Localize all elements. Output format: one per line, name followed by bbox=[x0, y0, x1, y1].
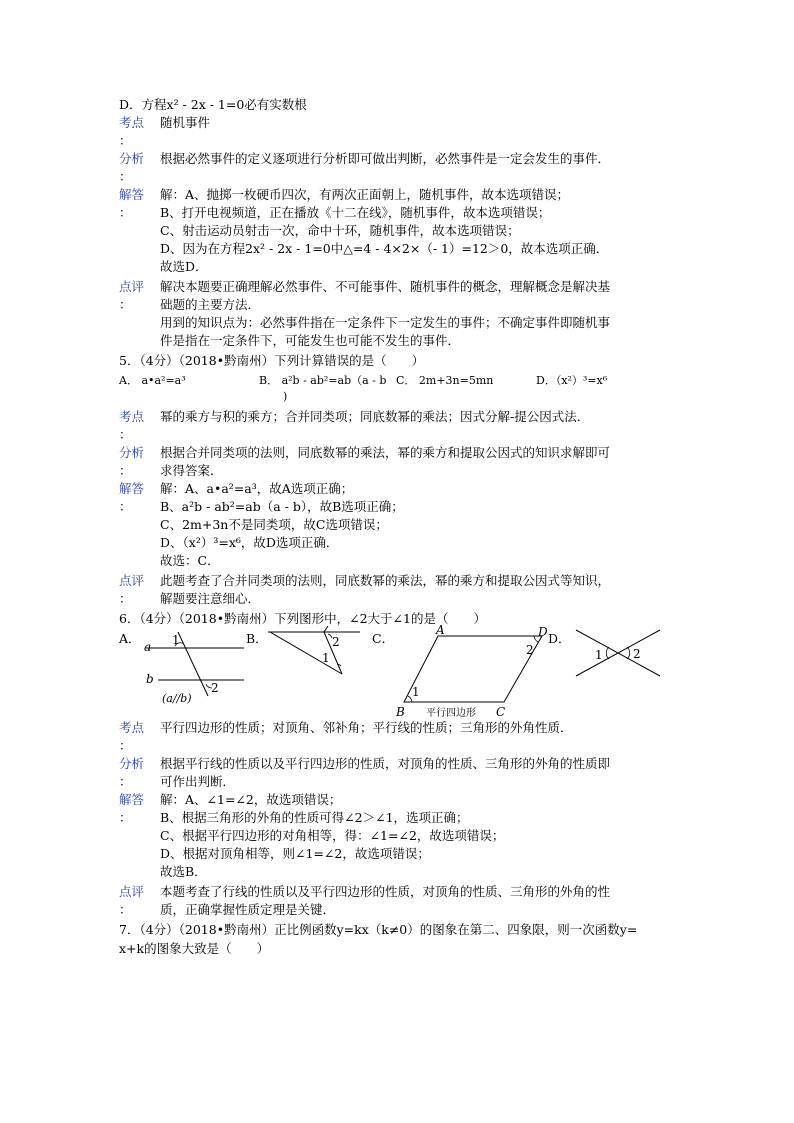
q5-jieda-line: D、（x²）³=x⁶，故D选项正确． bbox=[160, 535, 339, 550]
q6-option-b: B． bbox=[246, 631, 268, 646]
q6-option-d: D． bbox=[548, 631, 571, 646]
q5-fenxi-label: 分析 bbox=[119, 445, 145, 460]
q6-fenxi-line: 根据平行线的性质以及平行四边形的性质，对顶角的性质、三角形的外角的性质即 bbox=[160, 756, 611, 771]
q6-fenxi-colon: ： bbox=[119, 774, 132, 789]
q4-jieda-line: C、射击运动员射击一次，命中十环，随机事件，故本选项错误； bbox=[160, 223, 520, 238]
fig-a-label-b: b bbox=[146, 672, 154, 686]
fig-c-caption: 平行四边形 bbox=[426, 708, 476, 719]
q7-stem-line-2: x+k的图象大致是（ ） bbox=[119, 941, 270, 956]
q4-dianping-line: 解决本题要正确理解必然事件、不可能事件、随机事件的概念，理解概念是解决基 bbox=[160, 279, 611, 294]
q5-fenxi-line: 求得答案． bbox=[160, 463, 223, 478]
fig-a-angle-2: 2 bbox=[211, 681, 219, 695]
q4-fenxi-text: 根据必然事件的定义逐项进行分析即可做出判断，必然事件是一定会发生的事件． bbox=[160, 151, 611, 166]
q6-jieda-colon: ： bbox=[119, 810, 132, 825]
q5-option-d: D．（x²）³=x⁶ bbox=[536, 374, 608, 387]
q6-jieda-line: B、根据三角形的外角的性质可得∠2＞∠1，选项正确； bbox=[160, 810, 469, 825]
q4-dianping-line: 件是指在一定条件下，可能发生也可能不发生的事件． bbox=[160, 333, 461, 348]
q4-jieda-line: B、打开电视频道，正在播放《十二在线》，随机事件，故本选项错误； bbox=[160, 205, 551, 220]
q5-option-b-paren: ) bbox=[283, 390, 288, 403]
q4-kaodian-colon: ： bbox=[119, 133, 132, 148]
q5-jieda-line: 故选：C． bbox=[160, 553, 220, 568]
q6-option-c: C． bbox=[372, 631, 395, 646]
q6-kaodian-text: 平行四边形的性质；对顶角、邻补角；平行线的性质；三角形的外角性质． bbox=[160, 720, 573, 735]
q4-dianping-label: 点评 bbox=[119, 279, 145, 294]
q4-jieda-colon: ： bbox=[119, 205, 132, 220]
q6-option-a: A． bbox=[119, 631, 141, 646]
q5-option-a: A． a•a²=a³ bbox=[119, 374, 186, 387]
q6-fenxi-line: 可作出判断． bbox=[160, 774, 236, 789]
q6-dianping-line: 本题考查了行线的性质以及平行四边形的性质，对顶角的性质、三角形的外角的性 bbox=[160, 884, 611, 899]
q4-jieda-line: 解：A、抛掷一枚硬币四次，有两次正面朝上，随机事件，故本选项错误； bbox=[160, 187, 570, 202]
q6-figure-b bbox=[266, 626, 364, 682]
q6-kaodian-colon: ： bbox=[119, 738, 132, 753]
fig-d-angle-2: 2 bbox=[633, 647, 641, 661]
q5-jieda-line: C、2m+3n不是同类项，故C选项错误； bbox=[160, 517, 388, 532]
q5-jieda-colon: ： bbox=[119, 499, 132, 514]
fig-c-vertex-b: B bbox=[396, 705, 405, 719]
q5-dianping-line: 解题要注意细心． bbox=[160, 591, 261, 606]
q4-jieda-line: D、因为在方程2x² - 2x - 1=0中△=4 - 4×2×（- 1）=12＞0，故本选项正确． bbox=[160, 241, 609, 256]
fig-a-angle-1: 1 bbox=[172, 633, 180, 647]
fig-c-vertex-a: A bbox=[436, 624, 445, 637]
fig-c-vertex-c: C bbox=[496, 705, 506, 719]
q6-kaodian-label: 考点 bbox=[119, 720, 145, 735]
q4-jieda-label: 解答 bbox=[119, 187, 145, 202]
q4-kaodian-text: 随机事件 bbox=[160, 115, 211, 130]
q5-kaodian-label: 考点 bbox=[119, 409, 145, 424]
q5-jieda-line: B、a²b - ab²=ab（a - b），故B选项正确； bbox=[160, 499, 404, 514]
q6-figure-a bbox=[140, 630, 248, 706]
q5-kaodian-colon: ： bbox=[119, 427, 132, 442]
q4-kaodian-label: 考点 bbox=[119, 115, 145, 130]
q5-option-c: C． 2m+3n=5mn bbox=[396, 374, 494, 387]
q6-jieda-label: 解答 bbox=[119, 792, 145, 807]
q6-jieda-line: 解：A、∠1=∠2，故选项错误； bbox=[160, 792, 342, 807]
q5-dianping-colon: ： bbox=[119, 591, 132, 606]
q6-jieda-line: 故选B． bbox=[160, 864, 207, 879]
q4-dianping-line: 础题的主要方法． bbox=[160, 297, 261, 312]
fig-b-angle-1: 1 bbox=[322, 651, 330, 665]
q6-figure-d bbox=[572, 626, 664, 680]
q6-dianping-label: 点评 bbox=[119, 884, 145, 899]
q6-jieda-line: D、根据对顶角相等，则∠1=∠2，故选项错误； bbox=[160, 846, 430, 861]
q6-stem: 6．（4分）（2018•黔南州）下列图形中，∠2大于∠1的是（ ） bbox=[119, 611, 486, 626]
q5-fenxi-line: 根据合并同类项的法则，同底数幂的乘法，幂的乘方和提取公因式的知识求解即可 bbox=[160, 445, 611, 460]
q4-jieda-line: 故选D． bbox=[160, 259, 208, 274]
q4-option-d: D．方程x² - 2x - 1=0必有实数根 bbox=[119, 97, 307, 112]
q4-dianping-line: 用到的知识点为：必然事件指在一定条件下一定发生的事件；不确定事件即随机事 bbox=[160, 315, 611, 330]
q5-jieda-label: 解答 bbox=[119, 481, 145, 496]
q4-fenxi-label: 分析 bbox=[119, 151, 145, 166]
q6-dianping-line: 质，正确掌握性质定理是关键． bbox=[160, 902, 336, 917]
q5-kaodian-text: 幂的乘方与积的乘方；合并同类项；同底数幂的乘法；因式分解-提公因式法． bbox=[160, 409, 590, 424]
fig-c-angle-2: 2 bbox=[526, 643, 534, 657]
fig-b-angle-2: 2 bbox=[332, 635, 340, 649]
q6-figure-c bbox=[392, 624, 552, 720]
q5-dianping-label: 点评 bbox=[119, 573, 145, 588]
fig-c-angle-1: 1 bbox=[412, 685, 420, 699]
fig-d-angle-1: 1 bbox=[595, 648, 603, 662]
q5-option-b: B． a²b - ab²=ab（a - b bbox=[259, 374, 387, 387]
q5-jieda-line: 解：A、a•a²=a³，故A选项正确； bbox=[160, 481, 354, 496]
q6-jieda-line: C、根据平行四边形的对角相等，得：∠1=∠2，故选项错误； bbox=[160, 828, 505, 843]
q7-stem-line-1: 7．（4分）（2018•黔南州）正比例函数y=kx（k≠0）的图象在第二、四象限，则一次函数y= bbox=[119, 922, 638, 937]
q5-dianping-line: 此题考查了合并同类项的法则，同底数幂的乘法，幂的乘方和提取公因式等知识， bbox=[160, 573, 611, 588]
q6-dianping-colon: ： bbox=[119, 902, 132, 917]
q5-stem: 5．（4分）（2018•黔南州）下列计算错误的是（ ） bbox=[119, 353, 425, 368]
q5-fenxi-colon: ： bbox=[119, 463, 132, 478]
q4-dianping-colon: ： bbox=[119, 297, 132, 312]
q6-fenxi-label: 分析 bbox=[119, 756, 145, 771]
q4-fenxi-colon: ： bbox=[119, 169, 132, 184]
fig-c-vertex-d: D bbox=[538, 625, 548, 639]
fig-a-label-a: a bbox=[144, 640, 152, 654]
fig-a-condition: (a//b) bbox=[162, 692, 192, 705]
